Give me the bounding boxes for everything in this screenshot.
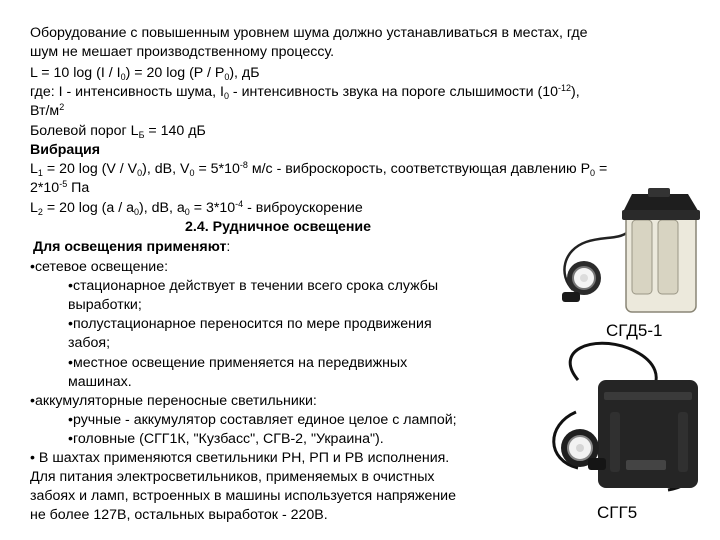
list-item-semistationary: •полустационарное переносится по мере продвижения bbox=[68, 316, 432, 332]
text-line-units: $Вт/м^2$ bbox=[30, 102, 65, 119]
list-item-head-lamps: •головные (СГГ1К, "Кузбасс", СГВ-2, "Украина"). bbox=[68, 431, 384, 447]
caption-sgg5: СГГ5 bbox=[597, 503, 638, 522]
formula-vibration-acceleration: $L_2 = 20$ $\log (a / a_0)$, dB, $a_0 = 3*10^{-4}$ - виброускорение bbox=[30, 199, 363, 217]
formula-vibration-velocity: $L_1 = 20$ $\log (V / V_0)$, dB, $V_0 = 5*10^{-8}$ м/с - виброскорость, соответствующая давлению $P_0$ = bbox=[30, 160, 608, 178]
text-line-pain-threshold: Болевой порог $L_Б = 140$ дБ bbox=[30, 123, 206, 140]
list-item-local: •местное освещение применяется на передвижных bbox=[68, 355, 408, 371]
list-item-stationary-cont: выработки; bbox=[68, 297, 142, 313]
list-item-battery-lamps: •аккумуляторные переносные светильники: bbox=[30, 393, 317, 409]
heading-lighting: Для освещения применяют: bbox=[33, 239, 231, 255]
list-item-local-cont: машинах. bbox=[68, 374, 132, 390]
text-line-power-2: забоях и ламп, встроенных в машины используется напряжение bbox=[30, 488, 456, 504]
list-item-stationary: •стационарное действует в течении всего срока службы bbox=[68, 278, 439, 294]
list-item-network-lighting: •сетевое освещение: bbox=[30, 259, 169, 275]
formula-noise-level: L = 10 $\log (I / I_0) = 20$ $\log (P / P_0)$, дБ bbox=[30, 65, 260, 82]
miner-lamp-sgg5-photo bbox=[538, 340, 713, 502]
text-line-pressure: $2*10^{-5}$ Па bbox=[30, 179, 90, 196]
text-line-power-3: не более 127В, остальных выработок - 220В. bbox=[30, 507, 328, 523]
caption-sgd5-1: СГД5-1 bbox=[606, 321, 663, 340]
text-line-1: Оборудование с повышенным уровнем шума должно устанавливаться в местах, где bbox=[30, 25, 588, 41]
list-item-semistationary-cont: забоя; bbox=[68, 335, 111, 351]
section-heading: 2.4. Рудничное освещение bbox=[185, 219, 372, 235]
heading-vibration: Вибрация bbox=[30, 142, 101, 158]
text-line-where: где: I - интенсивность шума, $I_0$ - интенсивность звука на пороге слышимости $(10^{-12})$, bbox=[30, 83, 580, 101]
text-line-2: шум не мешает производственному процессу. bbox=[30, 44, 335, 60]
list-item-mine-lamps: • В шахтах применяются светильники РН, РП и РВ исполнения. bbox=[30, 450, 450, 466]
text-line-power-1: Для питания электросветильников, применяемых в очистных bbox=[30, 469, 435, 485]
miner-lamp-sgd5-1-photo bbox=[548, 180, 708, 320]
list-item-hand-lamps: •ручные - аккумулятор составляет единое целое с лампой; bbox=[68, 412, 457, 428]
